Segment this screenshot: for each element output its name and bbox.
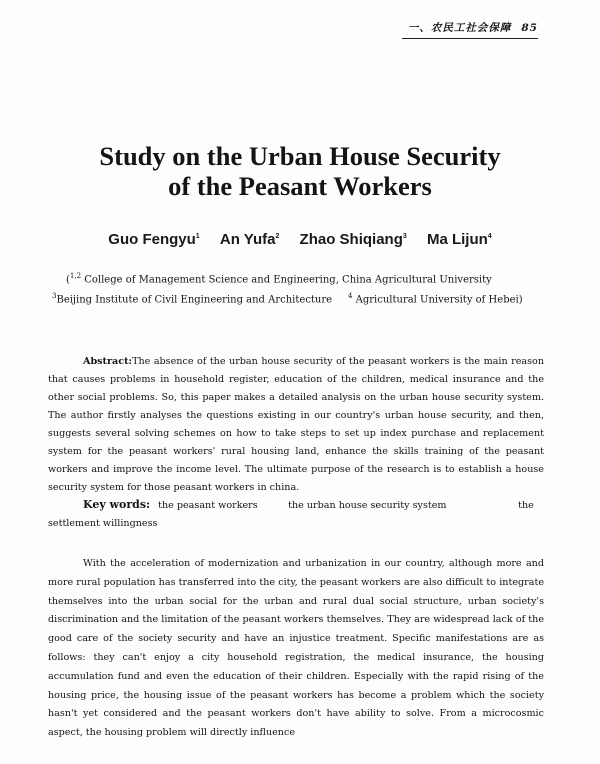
abstract-label: Abstract:: [83, 356, 133, 367]
author-name: Zhao Shiqiang: [299, 231, 403, 248]
affil-4: Agricultural University of Hebei): [355, 294, 523, 306]
keyword-3: the settlement willingness: [48, 500, 534, 529]
author-3: [300, 231, 407, 248]
body-paragraph: With the acceleration of modernization and urbanization in our country, although more and more rural population has transferred into the city, the peasant workers are also difficult to integrate themselves into the urban social for the urban and rural dual social structure, urban society's discrimination and the limitation of the peasant workers themselves. They are widespread lack of the good care of the society security and have an injustice treatment. Specific manifestations are as follows: they can't enjoy a city household registration, the medical insurance, the housing accumulation fund and even the education of their children. Especially with the rapid rising of the housing price, the housing issue of the peasant workers has become a problem which the society hasn't yet considered and the peasant workers don't have ability to solve. From a microcosmic aspect, the housing problem will directly influence: [48, 558, 544, 739]
affiliation-line-1: [66, 272, 492, 285]
keywords-label: Key words:: [83, 498, 151, 511]
page-number: 85: [521, 22, 538, 34]
paper-title: [0, 141, 600, 201]
keywords: [48, 496, 544, 533]
abstract: [48, 353, 544, 497]
author-2: [220, 231, 279, 248]
affiliation-line-2: [52, 292, 523, 305]
affil-1-2: College of Management Science and Engineering, China Agricultural University: [84, 274, 492, 286]
title-line-2: of the Peasant Workers: [168, 171, 432, 201]
title-line-1: Study on the Urban House Security: [99, 141, 501, 171]
author-mark: 4: [487, 233, 492, 240]
author-name: An Yufa: [219, 231, 276, 248]
author-mark: 2: [275, 233, 280, 240]
author-name: Guo Fengyu: [108, 231, 196, 248]
author-mark: 1: [195, 233, 200, 240]
affil-mark-12: 1,2: [69, 272, 82, 280]
keyword-2: the urban house security system: [288, 500, 447, 511]
affil-3: Beijing Institute of Civil Engineering and Architecture: [56, 294, 333, 306]
author-4: [427, 231, 492, 248]
author-mark: 3: [402, 233, 407, 240]
affil-mark-3: 3: [52, 292, 57, 300]
affil-open-paren: (: [66, 274, 70, 286]
author-1: [108, 231, 199, 248]
author-name: Ma Lijun: [426, 231, 488, 248]
author-list: [0, 231, 600, 248]
keyword-1: the peasant workers: [158, 500, 258, 511]
affil-mark-4: 4: [347, 292, 353, 300]
running-header: [402, 20, 538, 39]
section-title: 一、农民工社会保障: [407, 22, 512, 34]
abstract-text: The absence of the urban house security of the peasant workers is the main reason that causes problems in household register, education of the children, medical insurance and the other social problems. So, this paper makes a detailed analysis on the urban house security system. The author firstly analyses the questions existing in our country's urban house security, and then, suggests several solving schemes on how to take steps to set up index purchase and replacement system for the peasant workers' rural housing land, enhance the skills training of the peasant workers and improve the income level. The ultimate purpose of the research is to establish a house security system for those peasant workers in china.: [48, 356, 544, 493]
